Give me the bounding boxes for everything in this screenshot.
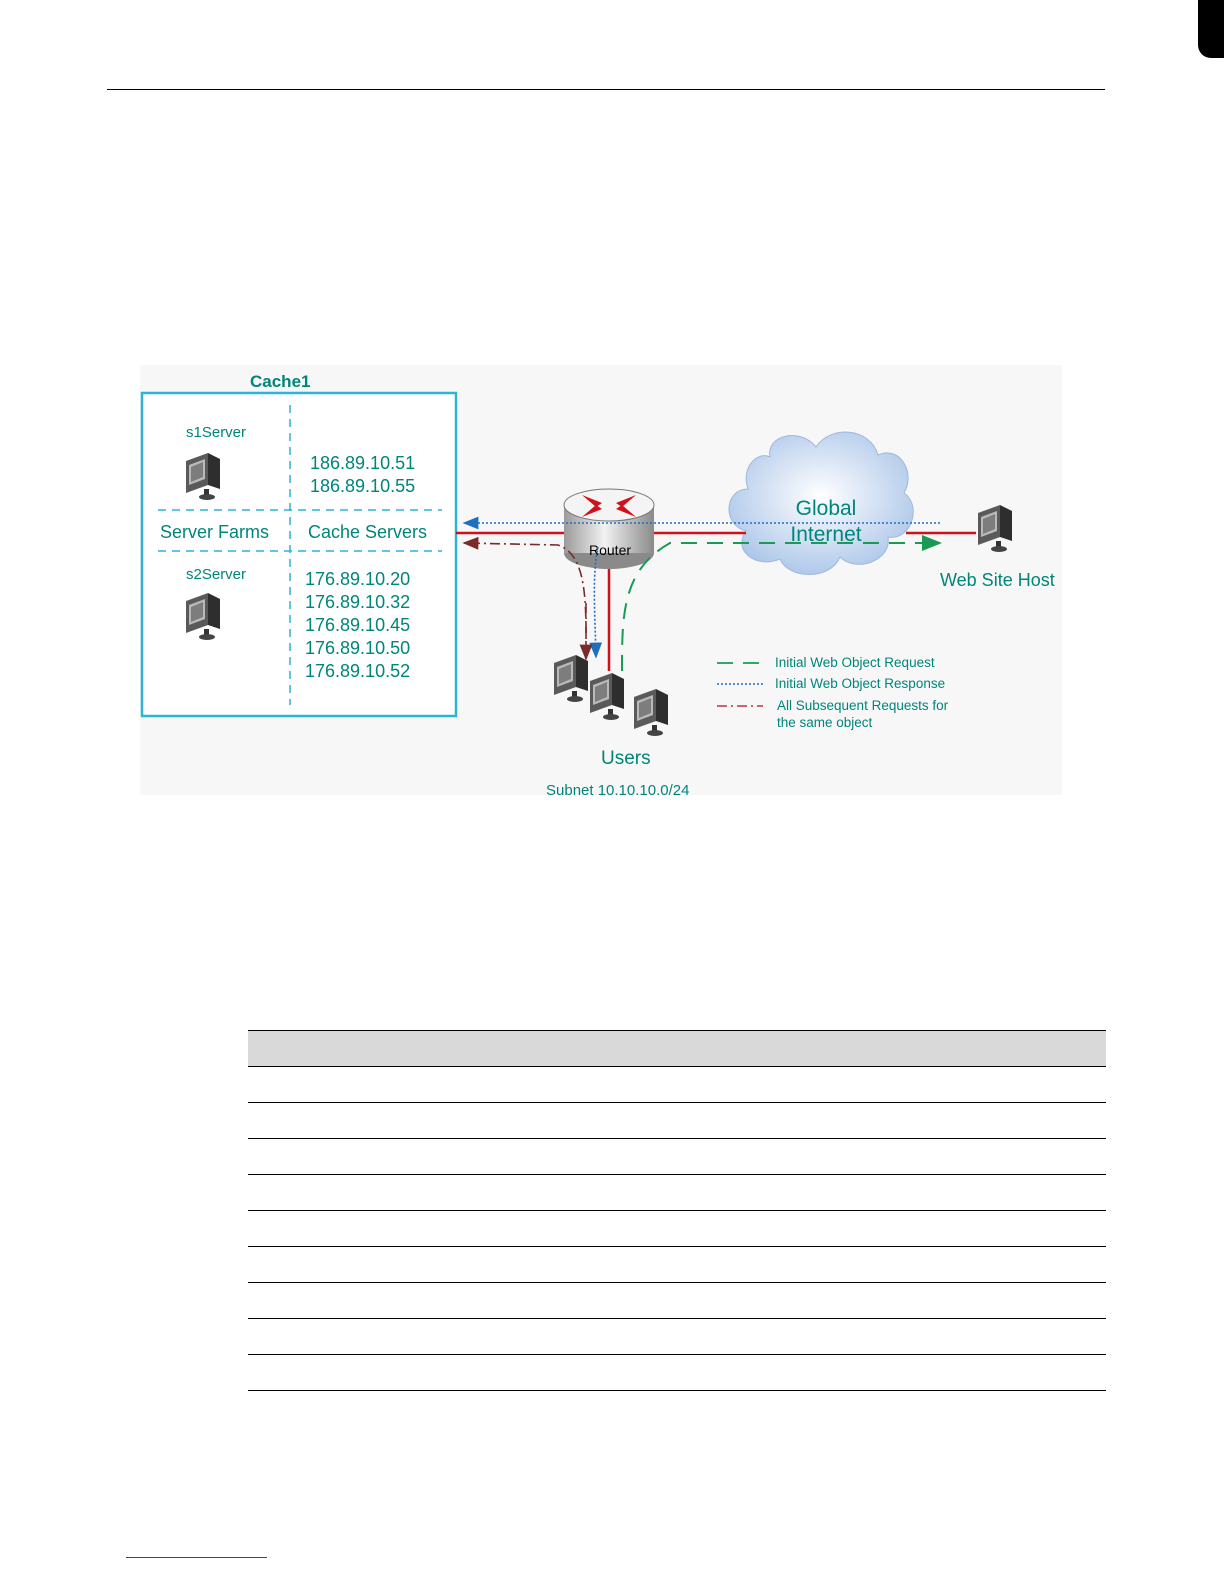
s2-ip-1: 176.89.10.20	[305, 569, 411, 589]
s2-ip-5: 176.89.10.52	[305, 661, 411, 681]
s2-ip-4: 176.89.10.50	[305, 638, 411, 658]
web-site-host-label: Web Site Host	[940, 570, 1055, 590]
internet-label-line1: Global	[795, 497, 857, 520]
s2-ip-3: 176.89.10.45	[305, 615, 411, 635]
s1-ip-2: 186.89.10.55	[310, 476, 416, 496]
user-pc-icon-2	[590, 673, 624, 720]
server-farms-label: Server Farms	[160, 522, 270, 542]
s2-server-label: s2Server	[186, 566, 247, 583]
empty-table	[248, 1030, 1106, 1391]
table-row	[248, 1175, 1106, 1211]
legend-subsequent-label-2: the same object	[777, 715, 873, 730]
diagram-canvas	[140, 365, 1062, 795]
table-row	[248, 1283, 1106, 1319]
table-header-row	[248, 1030, 1106, 1067]
s2-ip-2: 176.89.10.32	[305, 592, 411, 612]
cache-servers-label: Cache Servers	[308, 522, 428, 542]
web-site-host-icon	[978, 505, 1012, 552]
chapter-tab	[1198, 0, 1224, 58]
users-label: Users	[601, 748, 651, 769]
user-pc-icon-3	[634, 689, 668, 736]
header-rule	[107, 89, 1105, 90]
s1-ip-1: 186.89.10.51	[310, 453, 416, 473]
table-row	[248, 1211, 1106, 1247]
table-row	[248, 1139, 1106, 1175]
router-label: Router	[589, 542, 632, 558]
table-row	[248, 1355, 1106, 1391]
network-diagram	[140, 365, 1062, 795]
legend-request-label: Initial Web Object Request	[775, 655, 935, 670]
user-pc-icon-1	[554, 655, 588, 702]
s1-server-label: s1Server	[186, 424, 247, 441]
table-row	[248, 1247, 1106, 1283]
table-row	[248, 1103, 1106, 1139]
cache-title: Cache1	[250, 372, 311, 391]
footer-link-underline[interactable]	[126, 1557, 267, 1558]
internet-label-line2: Internet	[790, 523, 862, 546]
legend-response-label: Initial Web Object Response	[775, 676, 946, 691]
flow-initial-request	[622, 543, 940, 671]
table-row	[248, 1067, 1106, 1103]
table-row	[248, 1319, 1106, 1355]
subnet-label: Subnet 10.10.10.0/24	[546, 782, 690, 795]
flow-subsequent-requests	[464, 543, 586, 657]
legend-subsequent-label-1: All Subsequent Requests for	[777, 698, 949, 713]
